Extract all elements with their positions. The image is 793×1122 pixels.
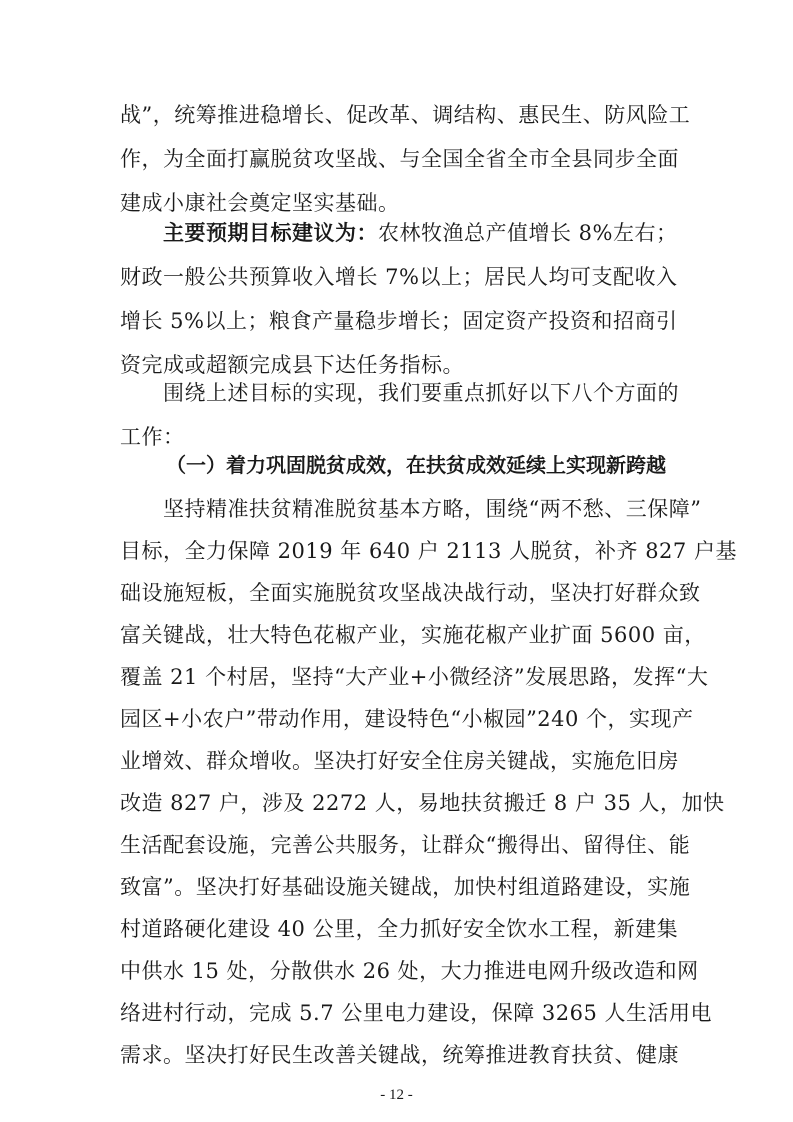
paragraph-line: 围绕上述目标的实现，我们要重点抓好以下八个方面的 — [163, 381, 679, 405]
paragraph-line: 络进村行动，完成 5.7 公里电力建设，保障 3265 人生活用电 — [120, 1001, 713, 1025]
paragraph-line: 需求。坚决打好民生改善关键战，统筹推进教育扶贫、健康 — [120, 1043, 679, 1067]
paragraph-line: 园区+小农户”带动作用，建设特色“小椒园”240 个，实现产 — [120, 707, 694, 731]
section-heading: （一）着力巩固脱贫成效，在扶贫成效延续上实现新跨越 — [166, 453, 666, 477]
paragraph-line: 财政一般公共预算收入增长 7%以上；居民人均可支配收入 — [120, 265, 678, 289]
paragraph-line: 增长 5%以上；粮食产量稳步增长；固定资产投资和招商引 — [120, 309, 678, 333]
paragraph-line: 坚持精准扶贫精准脱贫基本方略，围绕“两不愁、三保障” — [163, 497, 702, 521]
paragraph-line: 致富”。坚决打好基础设施关键战，加快村组道路建设，实施 — [120, 875, 691, 899]
page-number: - 12 - — [380, 1087, 413, 1103]
paragraph-line: 业增效、群众增收。坚决打好安全住房关键战，实施危旧房 — [120, 749, 679, 773]
paragraph-line: 资完成或超额完成县下达任务指标。 — [120, 353, 464, 377]
paragraph-line: 战”，统筹推进稳增长、促改革、调结构、惠民生、防风险工 — [120, 103, 691, 127]
paragraph-line: 改造 827 户，涉及 2272 人，易地扶贫搬迁 8 户 35 人，加快 — [120, 791, 725, 815]
paragraph-line — [163, 218, 676, 248]
paragraph-line: 工作： — [120, 425, 185, 449]
paragraph-line: 覆盖 21 个村居，坚持“大产业+小微经济”发展思路，发挥“大 — [120, 665, 709, 689]
paragraph-line: 作，为全面打赢脱贫攻坚战、与全国全省全市全县同步全面 — [120, 147, 679, 171]
paragraph-line: 建成小康社会奠定坚实基础。 — [120, 191, 400, 215]
paragraph-line: 中供水 15 处，分散供水 26 处，大力推进电网升级改造和网 — [120, 959, 699, 983]
inline-text: 农林牧渔总产值增长 8%左右； — [378, 221, 678, 245]
paragraph-line: 础设施短板，全面实施脱贫攻坚战决战行动，坚决打好群众致 — [120, 581, 701, 605]
paragraph-line: 村道路硬化建设 40 公里，全力抓好安全饮水工程，新建集 — [120, 917, 679, 941]
paragraph-line: 目标，全力保障 2019 年 640 户 2113 人脱贫，补齐 827 户基 — [120, 539, 737, 563]
paragraph-line: 生活配套设施，完善公共服务，让群众“搬得出、留得住、能 — [120, 833, 691, 857]
paragraph-line: 富关键战，壮大特色花椒产业，实施花椒产业扩面 5600 亩， — [120, 623, 706, 647]
bold-lead-text: 主要预期目标建议为： — [163, 220, 378, 245]
